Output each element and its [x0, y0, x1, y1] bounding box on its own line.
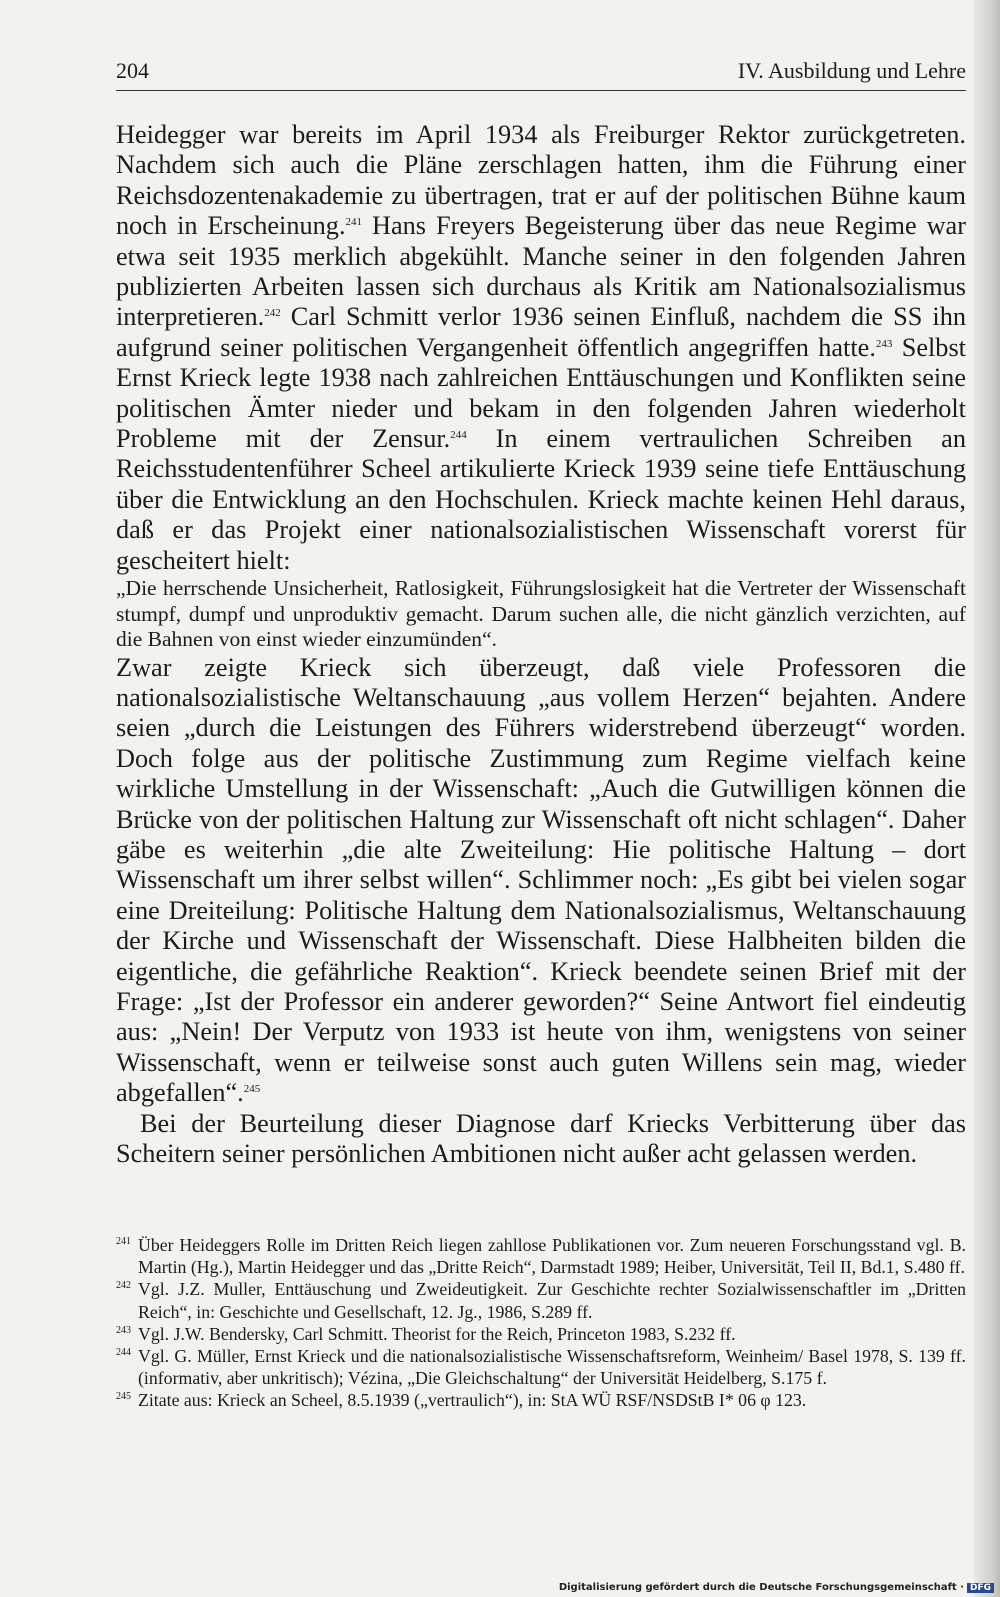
page-number: 204 [116, 58, 149, 83]
dfg-logo-icon: DFG [967, 1583, 994, 1593]
footnote-ref-242[interactable]: 242 [264, 307, 281, 320]
paragraph-3: Bei der Beurteilung dieser Diagnose darf Kriecks Verbitterung über das Scheitern seiner persönlichen Ambitionen nicht außer acht gelassen werden. [116, 1108, 966, 1169]
footnote-text: Über Heideggers Rolle im Dritten Reich liegen zahllose Publikationen vor. Zum neueren Forschungsstand vgl. B. Martin (Hg.), Martin Heidegger und das „Dritte Reich“, Darmstadt 1989; Heiber, Universität, Teil II, Bd.1, S.480 ff. [138, 1235, 966, 1278]
footnote-ref-243[interactable]: 243 [875, 337, 893, 350]
paragraph-2: Zwar zeigte Krieck sich überzeugt, daß viele Professoren die nationalsozialistische Weltanschauung „aus vollem Herzen“ bejahten. Andere seien „durch die Leistungen des Führers widerstrebend überzeugt“ worden. Doch folge aus der politische Zustimmung zum Regime vielfach keine wirkliche Umstellung in der Wissenschaft: „Auch die Gutwilligen können die Brücke von der politischen Haltung zur Wissenschaft oft nicht schlagen“. Daher gäbe es weiterhin „die alte Zweiteilung: Hie politische Haltung – dort Wissenschaft um ihrer selbst willen“. Schlimmer noch: „Es gibt bei vielen sogar eine Dreiteilung: Politische Haltung dem Nationalsozialismus, Weltanschauung der Kirche und Wissenschaft der Wissenschaft. Diese Halbheiten bilden die eigentliche, die gefährliche Reaktion“. Krieck beendete seinen Brief mit der Frage: „Ist der Professor ein anderer geworden?“ Seine Antwort fiel eindeutig aus: „Nein! Der Verputz von 1933 ist heute von ihm, wenigstens von seiner Wissenschaft, wenn er teilweise sonst auch guten Willens sein mag, wieder abgefallen“.$^{245}$ [116, 652, 966, 1108]
footnote-number: 244 [116, 1347, 131, 1359]
footnote-text: Vgl. G. Müller, Ernst Krieck und die nationalsozialistische Wissenschaftsreform, Weinheim/ Basel 1978, S. 139 ff. (informativ, aber unkritisch); Vézina, „Die Gleichschaltung“ der Universität Heidelberg, S.175 f. [138, 1346, 966, 1389]
digitization-credit-text: Digitalisierung gefördert durch die Deutsche Forschungsgemeinschaft · [558, 1582, 964, 1593]
footnote [116, 1323, 966, 1345]
running-title: IV. Ausbildung und Lehre [737, 58, 966, 83]
footnote-number: 241 [116, 1236, 131, 1247]
footnote-text: Vgl. J.W. Bendersky, Carl Schmitt. Theorist for the Reich, Princeton 1983, S.232 ff. [138, 1323, 736, 1344]
main-text [116, 120, 966, 1170]
footnote [116, 1345, 966, 1389]
paragraph-1: Heidegger war bereits im April 1934 als Freiburger Rektor zurückgetreten. Nachdem sich auch die Pläne zerschlagen hatten, ihm die Führung einer Reichsdozentenakademie zu übertragen, trat er auf der politischen Bühne kaum noch in Erscheinung.$^{241}$ Hans Freyers Begeisterung über das neue Regime war etwa seit 1935 merklich abgekühlt. Manche seiner in den folgenden Jahren publizierten Arbeiten lassen sich durchaus als Kritik am Nationalsozialismus interpretieren.$^{242}$ Carl Schmitt verlor 1936 seinen Einfluß, nachdem die SS ihn aufgrund seiner politischen Vergangenheit öffentlich angegriffen hatte.$^{243}$ Selbst Ernst Krieck legte 1938 nach zahlreichen Enttäuschungen und Konflikten seine politischen Ämter nieder und bekam in den folgenden Jahren wiederholt Probleme mit der Zensur.$^{244}$ In einem vertraulichen Schreiben an Reichsstudentenführer Scheel artikulierte Krieck 1939 seine tiefe Enttäuschung über die Entwicklung an den Hochschulen. Krieck machte keinen Hehl daraus, daß er das Projekt einer nationalsozialistischen Wissenschaft vorerst für gescheitert hielt: [116, 120, 966, 575]
footnote-number: 245 [116, 1391, 131, 1403]
footnote-ref-245[interactable]: 245 [243, 1083, 261, 1096]
digitization-credit [559, 1582, 994, 1593]
footnote-number: 243 [116, 1324, 131, 1336]
running-header [116, 56, 966, 91]
footnote-text: Vgl. J.Z. Muller, Enttäuschung und Zweideutigkeit. Zur Geschichte rechter Sozialwissenschaftler im „Dritten Reich“, in: Geschichte und Gesellschaft, 12. Jg., 1986, S.289 ff. [138, 1279, 966, 1322]
footnotes [116, 1234, 966, 1412]
block-quote: „Die herrschende Unsicherheit, Ratlosigkeit, Führungslosigkeit hat die Vertreter der Wissenschaft stumpf, dumpf und unproduktiv gemacht. Darum suchen alle, die nicht gänzlich verzichten, auf die Bahnen von einst wieder einzumünden“. [116, 576, 966, 652]
footnote [116, 1389, 966, 1411]
footnote-ref-244[interactable]: 244 [450, 429, 467, 442]
footnote [116, 1278, 966, 1322]
footnote-number: 242 [116, 1280, 131, 1292]
footnote [116, 1234, 966, 1278]
footnote-text: Zitate aus: Krieck an Scheel, 8.5.1939 („vertraulich“), in: StA WÜ RSF/NSDStB I* 06 φ 123. [138, 1390, 807, 1411]
page-edge-shadow [974, 0, 1000, 1597]
footnote-ref-241[interactable]: 241 [345, 216, 363, 229]
